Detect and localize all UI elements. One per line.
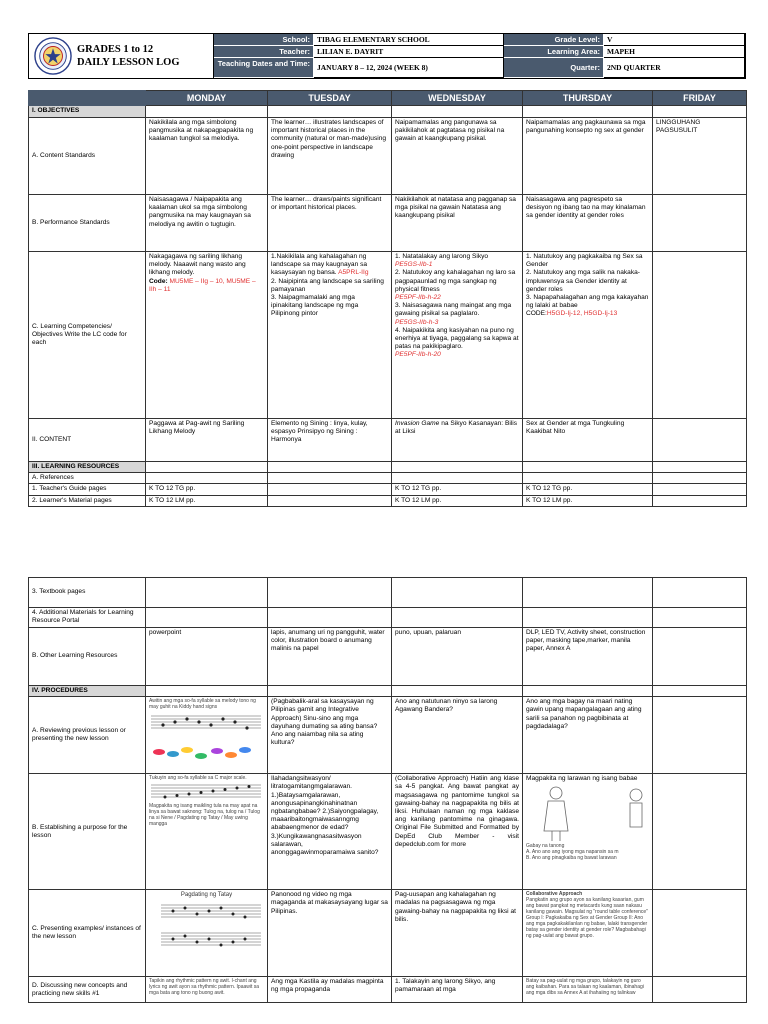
lm-wed: K TO 12 LM pp.: [392, 495, 523, 506]
music-staff-image-icon: [149, 710, 263, 770]
area-value: MAPEH: [604, 46, 745, 58]
competencies-wed-2: 2. Natutukoy ang kahalagahan ng laro sa pagpapaunlad ng mga sangkap ng physical fitness: [395, 269, 516, 293]
textbook-row: [29, 578, 747, 608]
competencies-tue-2: 2. Naipipinta ang landscape sa sariling pamayanan: [271, 277, 384, 293]
competencies-thu-3: 3. Napapahalagahan ang mga kakayahan ng lalaki at babae: [526, 294, 649, 310]
competencies-wed-1: 1. Natatalakay ang larong Sikyo: [395, 253, 489, 260]
discussing-row: [29, 977, 747, 1003]
competencies-thu-code: H5GD-Ij-12, H5GD-Ij-13: [546, 310, 618, 318]
header-title-block: [29, 34, 214, 78]
perf-std-tue: The learner… draws/paints significant or important historical places.: [268, 195, 392, 252]
day-header-row: [29, 91, 747, 106]
presenting-row: [29, 890, 747, 977]
review-mon-caption: Awitin ang mga so-fa syllable sa melody tono ng may guhit na Kiddy hand signs: [149, 698, 256, 711]
purpose-thu-heading: Magpakita ng larawan ng isang babae: [526, 775, 638, 783]
competencies-wed: [392, 252, 523, 419]
presenting-thu-heading: Collaborative Approach: [526, 891, 583, 898]
tg-thu: K TO 12 TG pp.: [523, 484, 653, 495]
purpose-thu-question-1: A. Ano ano ang iyong mga napansin sa m: [526, 849, 619, 856]
presenting-wed: Pag-uusapan ang kahalagahan ng madalas na pagsasagawa ng mga gawaing-bahay na nagpapakita ng liksi at bilis.: [392, 890, 523, 977]
area-label: Learning Area:: [504, 46, 604, 58]
day-wednesday: WEDNESDAY: [392, 91, 523, 106]
content-wed: Invasion Game na Sikyo Kasanayan: Bilis at Liksi: [392, 419, 523, 462]
additional-materials-label: 4. Additional Materials for Learning Resource Portal: [29, 608, 146, 628]
purpose-mon-poem: Magpakita ng isang maikling tula na may apat na linya sa bawat saknong: Tulog na, tulog na / Tulog na si Nene / Pagdating ng Tatay / May uwing mangga: [149, 803, 260, 828]
competencies-row: [29, 252, 747, 419]
discussing-label: D. Discussing new concepts and practicing new skills #1: [29, 977, 146, 1003]
purpose-tue: Ilahadangsitwasyon/ litratogamitangmgalarawan. 1.)Bataysamgalarawan, anongusapinangkinahinatnan ngbatangbabae? 2.)Saiyongpalagay, maaaribaitongmaiwasanngmg ababaengmenor de edad? 3.)Kungikawangnasasitwasyon salarawan, anonggagawinmoparamaiwa sanito?: [268, 774, 392, 890]
presenting-label: C. Presenting examples/ instances of the new lesson: [29, 890, 146, 977]
competencies-wed-code-3: PE5GS-IIb-h-3: [395, 318, 439, 326]
performance-standards-row: [29, 195, 747, 252]
procedures-heading: IV. PROCEDURES: [29, 686, 146, 697]
teachers-guide-label: 1. Teacher's Guide pages: [29, 484, 146, 495]
competencies-wed-code-4: PE5PF-IIb-h-20: [395, 351, 441, 359]
learners-material-row: [29, 495, 747, 506]
dates-value: JANUARY 8 – 12, 2024 (WEEK 8): [314, 58, 504, 78]
review-wed: Ano ang natutunan ninyo sa larong Agawang Bandera?: [392, 697, 523, 774]
scale-staff-image-icon: [149, 781, 263, 803]
procedures-row: [29, 686, 747, 697]
competencies-tue-3: 3. Naipagmamalaki ang mga ipinakitang landscape ng mga Pilipinong pintor: [271, 294, 359, 318]
objectives-heading: I. OBJECTIVES: [29, 106, 146, 118]
discussing-wed: 1. Talakayin ang larong Sikyo, ang pamamaraan at mga: [392, 977, 523, 1003]
purpose-mon-caption: Tukuyin ang so-fa syllable sa C major scale.: [149, 775, 247, 782]
purpose-thu-guide: Gabay na tanong: [526, 843, 565, 850]
lesson-log-header: [28, 33, 746, 79]
additional-materials-row: [29, 608, 747, 628]
grade-value: V: [604, 34, 745, 46]
title-line-2: DAILY LESSON LOG: [77, 57, 180, 68]
school-label: School:: [214, 34, 314, 46]
presenting-tue: Panonood ng video ng mga magaganda at makasaysayang lugar sa Pilipinas.: [268, 890, 392, 977]
other-wed: puno, upuan, palaruan: [392, 628, 523, 686]
lm-mon: K TO 12 LM pp.: [146, 495, 268, 506]
content-tue: Elemento ng Sining : linya, kulay, espasyo Prinsipyo ng Sining : Harmonya: [268, 419, 392, 462]
purpose-thu: [523, 774, 653, 890]
competencies-thu-1: 1. Natutukoy ang pagkakaiba ng Sex sa Gender: [526, 253, 643, 269]
references-label: A. References: [29, 473, 146, 484]
competencies-wed-4: 4. Naipakikita ang kasiyahan na puno ng enerhiya at tiyaga, paggalang sa kapwa at patas na pakikipaglaro.: [395, 326, 519, 351]
teachers-guide-row: [29, 484, 747, 495]
purpose-row: [29, 774, 747, 890]
other-tue: lapis, anumang uri ng pangguhit, water color, illustration board o anumang malinis na papel: [268, 628, 392, 686]
review-row: [29, 697, 747, 774]
competencies-tue: [268, 252, 392, 419]
other-resources-row: [29, 628, 747, 686]
competencies-thu: [523, 252, 653, 419]
presenting-thu-text: Pangkatin ang grupo ayon sa kanilang kasarian, gum ang bawat pangkat ng metacards kung saan nakasu kanilang gawain. Magsulat ng "round table conference" Group I: Pagkakaiba ng Sex at Gender Group II: Ano ang mga pagkakakilanlan ng babae, lalaki transgender batay sa gender identity at gender role? Magbabahagi ng pag-uulat ang bawat grupo.: [526, 897, 648, 940]
content-row: [29, 419, 747, 462]
discussing-mon: Tapikin ang rhythmic pattern ng awit. I-chant ang lyrics ng awit ayon sa rhythmic pattern. Ipaawit sa mga bata ang tono ng buong awit.: [146, 977, 268, 1003]
competencies-mon-code-label: Code:: [149, 277, 168, 285]
school-value: TIBAG ELEMENTARY SCHOOL: [314, 34, 504, 46]
lm-thu: K TO 12 LM pp.: [523, 495, 653, 506]
performance-standards-label: B. Performance Standards: [29, 195, 146, 252]
dates-label: Teaching Dates and Time:: [214, 58, 314, 78]
resources-heading: III. LEARNING RESOURCES: [29, 462, 146, 473]
day-tuesday: TUESDAY: [268, 91, 392, 106]
competencies-tue-1: 1.Nakikilala ang kahalagahan ng landscape sa may kaugnayan sa kasaysayan ng bansa. A5PRL-IIg: [271, 253, 369, 277]
content-mon: Paggawa at Pag-awit ng Sariling Likhang Melody: [146, 419, 268, 462]
objectives-row: [29, 106, 747, 118]
textbook-label: 3. Textbook pages: [29, 578, 146, 608]
learners-material-label: 2. Learner's Material pages: [29, 495, 146, 506]
perf-std-wed: Nakikilahok at natatasa ang pagganap sa mga pisikal na gawain Natatasa ang kaangkupang pisikal: [392, 195, 523, 252]
purpose-wed: (Collaborative Approach) Hatiin ang klase sa 4-5 pangkat. Ang bawat pangkat ay magsasagawa ng pantomime tungkol sa gawaing-bahay na nagpapakita ng bilis at liksi. Huhulaan naman ng mga kaklase ang kanilang pantomime na ginagawa. Original File Submitted and Formatted by DepEd Club Member - visit depedclub.com for more: [392, 774, 523, 890]
deped-seal-icon: [34, 37, 72, 75]
content-label: II. CONTENT: [29, 419, 146, 462]
presenting-thu: [523, 890, 653, 977]
competencies-tue-code: A5PRL-IIg: [338, 269, 369, 277]
tg-mon: K TO 12 TG pp.: [146, 484, 268, 495]
teacher-value: LILIAN E. DAYRIT: [314, 46, 504, 58]
competencies-mon-text: Nakagagawa ng sariling likhang melody. Naaawit nang wasto ang likhang melody.: [149, 253, 246, 277]
competencies-label: C. Learning Competencies/ Objectives Write the LC code for each: [29, 252, 146, 419]
content-standards-row: [29, 118, 747, 195]
other-resources-label: B. Other Learning Resources: [29, 628, 146, 686]
competencies-wed-3: 3. Naisasagawa nang maingat ang mga gawaing pisikal sa paglalaro.: [395, 302, 512, 318]
day-friday: FRIDAY: [653, 91, 747, 106]
references-row: [29, 473, 747, 484]
review-mon: [146, 697, 268, 774]
competencies-thu-2: 2. Natutukoy ang mga salik na nakaka-impluwensya sa Gender identity at gender roles: [526, 269, 640, 293]
perf-std-mon: Naisasagawa / Naipapakita ang kaalaman ukol sa mga simbolong pangmusika na may kaugnayan sa melodiya ng awitin o tugtugin.: [146, 195, 268, 252]
lesson-table-part-1: [28, 90, 747, 507]
competencies-wed-code-2: PE5PF-IIb-h-22: [395, 294, 441, 302]
discussing-thu: Batay sa pag-uulat ng mga grupo, talakayin ng guro ang kaibahan. Para sa talaan ng kaalaman, ibinahagi ang mga dibs sa Annex A at ihahaiing ng talinkaw: [523, 977, 653, 1003]
day-thursday: THURSDAY: [523, 91, 653, 106]
quarter-label: Quarter:: [504, 58, 604, 78]
other-mon: powerpoint: [146, 628, 268, 686]
review-tue: (Pagbabalik-aral sa kasaysayan ng Pilipinas gamit ang Integrative Approach) Sinu-sino ang mga dayuhang dumating sa ating bansa? Ano ang naiambag nila sa ating kultura?: [268, 697, 392, 774]
competencies-mon-code: MU5ME – IIg – 10, MU5ME – IIh – 11: [149, 277, 256, 293]
teacher-label: Teacher:: [214, 46, 314, 58]
purpose-thu-question-2: B. Ano ang pinagkaiba ng bawat larawan: [526, 855, 617, 862]
other-thu: DLP, LED TV, Activity sheet, construction paper, masking tape,marker, manila paper, Annex A: [523, 628, 653, 686]
review-thu: Ano ang mga bagay na maari nating gawin upang mapangalagaan ang ating sarili sa panahon ng pagbibinata at pagdadalaga?: [523, 697, 653, 774]
girl-and-boy-image-icon: [526, 783, 650, 843]
competencies-wed-code-1: PE5GS-IIb-1: [395, 261, 433, 269]
purpose-mon: [146, 774, 268, 890]
grade-label: Grade Level:: [504, 34, 604, 46]
competencies-mon: [146, 252, 268, 419]
title-line-1: GRADES 1 to 12: [77, 44, 154, 55]
purpose-label: B. Establishing a purpose for the lesson: [29, 774, 146, 890]
lesson-table-part-2: [28, 577, 747, 1003]
corner-cell: [29, 91, 146, 106]
discussing-tue: Ang mga Kastila ay madalas magpinta ng mga propaganda: [268, 977, 392, 1003]
header-title: [77, 43, 180, 69]
review-label: A. Reviewing previous lesson or presenting the new lesson: [29, 697, 146, 774]
content-std-tue: The learner… illustrates landscapes of important historical places in the community (natural or man-made)using one-point perspective in landscape drawing: [268, 118, 392, 195]
day-monday: MONDAY: [146, 91, 268, 106]
content-standards-label: A. Content Standards: [29, 118, 146, 195]
competencies-thu-code-label: CODE:: [526, 310, 547, 318]
content-std-thu: Naipamamalas ang pagkaunawa sa mga pangunahing konsepto ng sex at gender: [523, 118, 653, 195]
presenting-mon: [146, 890, 268, 977]
song-score-image-icon: [149, 899, 263, 961]
content-std-mon: Nakikilala ang mga simbolong pangmusika at nakapagpapakita ng kaalaman tungkol sa melodiya.: [146, 118, 268, 195]
quarter-value: 2ND QUARTER: [604, 58, 745, 78]
perf-std-thu: Naisasagawa ang pagrespeto sa desisyon ng ibang tao na may kinalaman sa gender identity at gender roles: [523, 195, 653, 252]
resources-row: [29, 462, 747, 473]
tg-wed: K TO 12 TG pp.: [392, 484, 523, 495]
presenting-mon-song-title: Pagdating ng Tatay: [180, 892, 233, 899]
content-std-fri: LINGGUHANG PAGSUSULIT: [653, 118, 747, 195]
header-info-grid: [214, 34, 745, 78]
content-std-wed: Naipamamalas ang pangunawa sa pakikilahok at pagtatasa ng pisikal na gawain at kaangkupang pisikal.: [392, 118, 523, 195]
content-thu: Sex at Gender at mga Tungkuling Kaakibat Nito: [523, 419, 653, 462]
